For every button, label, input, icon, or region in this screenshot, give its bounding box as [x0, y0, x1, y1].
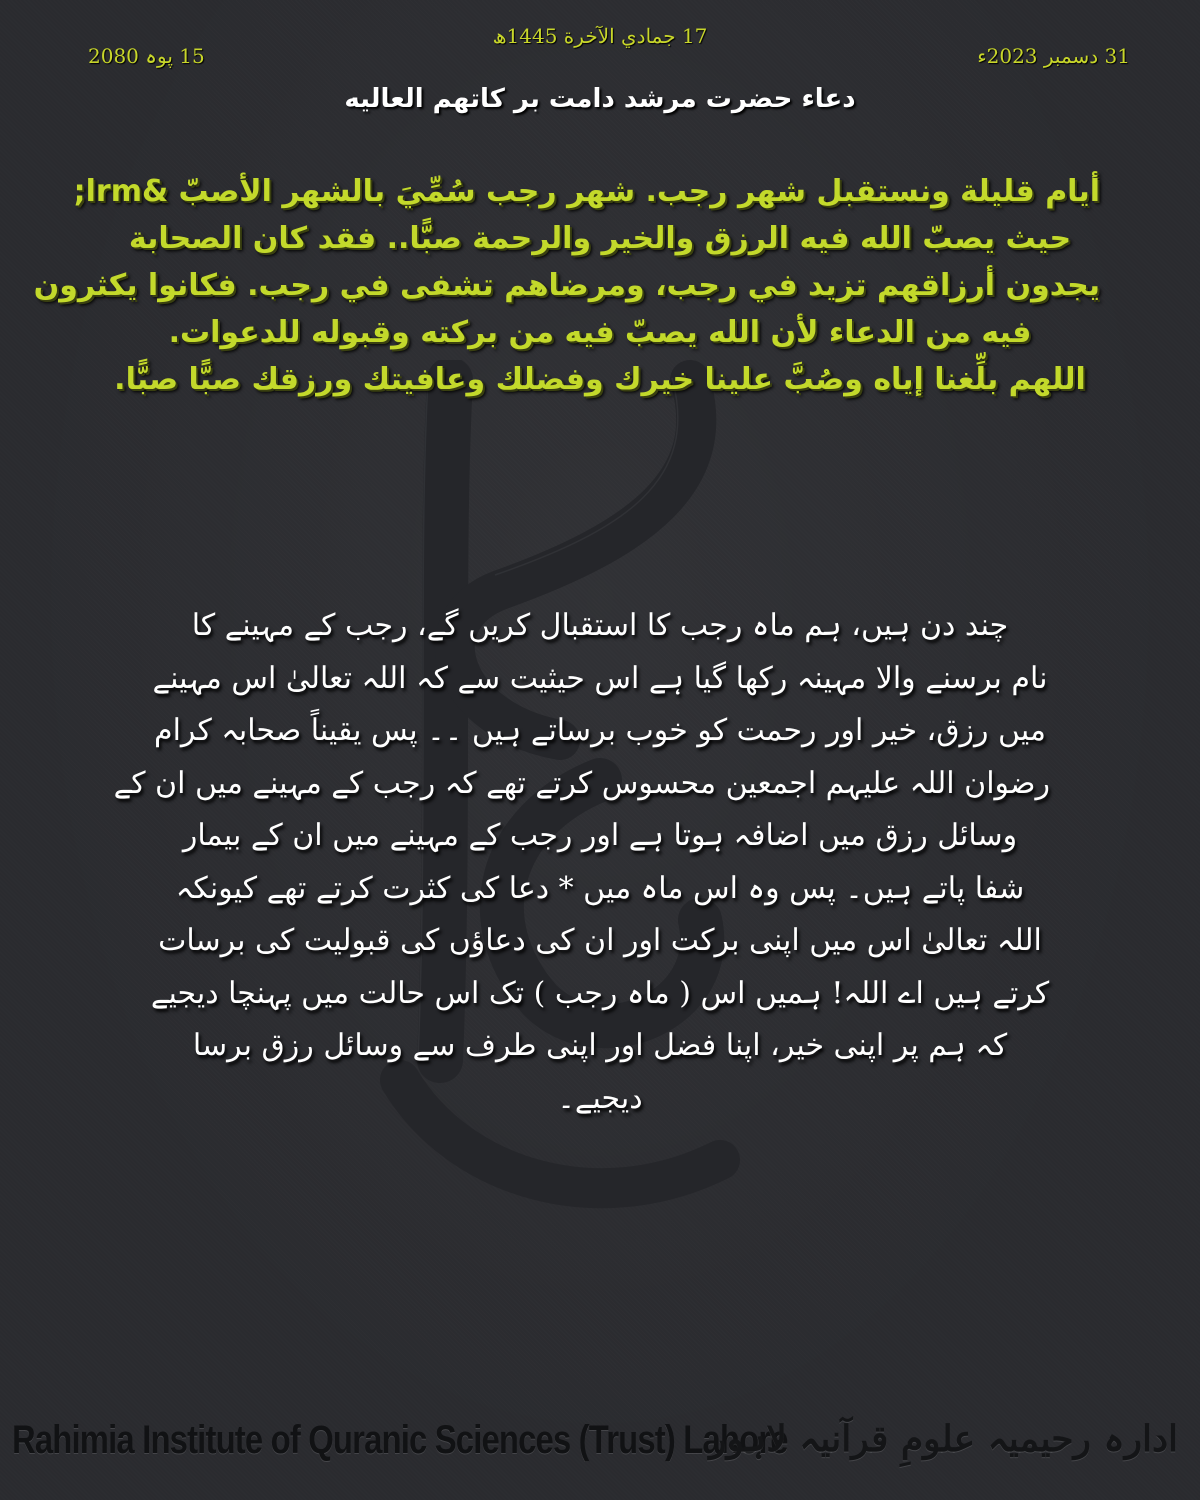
urdu-line: نام برسنے والا مہینہ رکھا گیا ہے اس حیثیت سے کہ اللہ تعالیٰ اس مہینے — [152, 660, 1048, 696]
footer-institute — [0, 1418, 1200, 1488]
urdu-line: وسائل رزق میں اضافہ ہوتا ہے اور رجب کے مہینے میں ان کے بیمار — [182, 818, 1018, 853]
urdu-line: شفا پاتے ہیں۔ پس وہ اس ماہ میں * دعا کی کثرت کرتے تھے کیونکہ — [175, 870, 1025, 906]
arabic-dua-text — [33, 168, 1100, 403]
page-title: دعاء حضرت مرشد دامت بر کاتھم العالیه — [344, 84, 856, 114]
urdu-line: میں رزق، خیر اور رحمت کو خوب برساتے ہیں ۔۔ پس یقیناً صحابہ کرام — [154, 713, 1046, 748]
date-hijri: 17 جمادي الآخرة 1445ھ — [492, 24, 708, 48]
institute-logo-calligraphy: ادارہ رحیمیہ علومِ قرآنیہ لاہور — [709, 1418, 1178, 1460]
arabic-line: حيث يصبّ الله فيه الرزق والخير والرحمة صبًّا.. فقد كان الصحابة — [128, 221, 1072, 256]
urdu-line: اللہ تعالیٰ اس میں اپنی برکت اور ان کی دعاؤں کی قبولیت کی برسات — [158, 923, 1042, 958]
institute-name-english: Rahimia Institute of Quranic Sciences (Trust) Lahore — [12, 1418, 788, 1462]
date-gregorian: 31 دسمبر 2023ء — [977, 44, 1130, 68]
urdu-line: دیجیے۔ — [557, 1080, 643, 1116]
urdu-line: کہ ہم پر اپنی خیر، اپنا فضل اور اپنی طرف سے وسائل رزق برسا — [192, 1028, 1008, 1063]
urdu-line: چند دن ہیں، ہم ماہ رجب کا استقبال کریں گے، رجب کے مہینے کا — [191, 608, 1009, 643]
arabic-line: يجدون أرزاقهم تزيد في رجب، ومرضاهم تشفى في رجب. فكانوا يكثرون — [33, 268, 1100, 303]
urdu-line: رضوان اللہ علیہم اجمعین محسوس کرتے تھے کہ رجب کے مہینے میں ان کے — [113, 765, 1050, 801]
arabic-line: اللهم بلِّغنا إياه وصُبَّ علينا خيرك وفضلك وعافيتك ورزقك صبًّا صبًّا. — [114, 362, 1086, 397]
date-bikrami: 15 پوہ 2080 — [88, 44, 205, 68]
arabic-line: فيه من الدعاء لأن الله يصبّ فيه من بركته وقبوله للدعوات. — [168, 315, 1032, 350]
date-header — [0, 44, 1200, 74]
urdu-line: کرتے ہیں اے اللہ! ہمیں اس ( ماہ رجب ) تک اس حالت میں پہنچا دیجیے — [150, 975, 1050, 1011]
arabic-line: أيام قليلة ونستقبل شهر رجب. شهر رجب سُمِّيَ بالشهر الأصبّ &lrm; — [73, 174, 1100, 209]
urdu-translation-text — [113, 600, 1050, 1125]
